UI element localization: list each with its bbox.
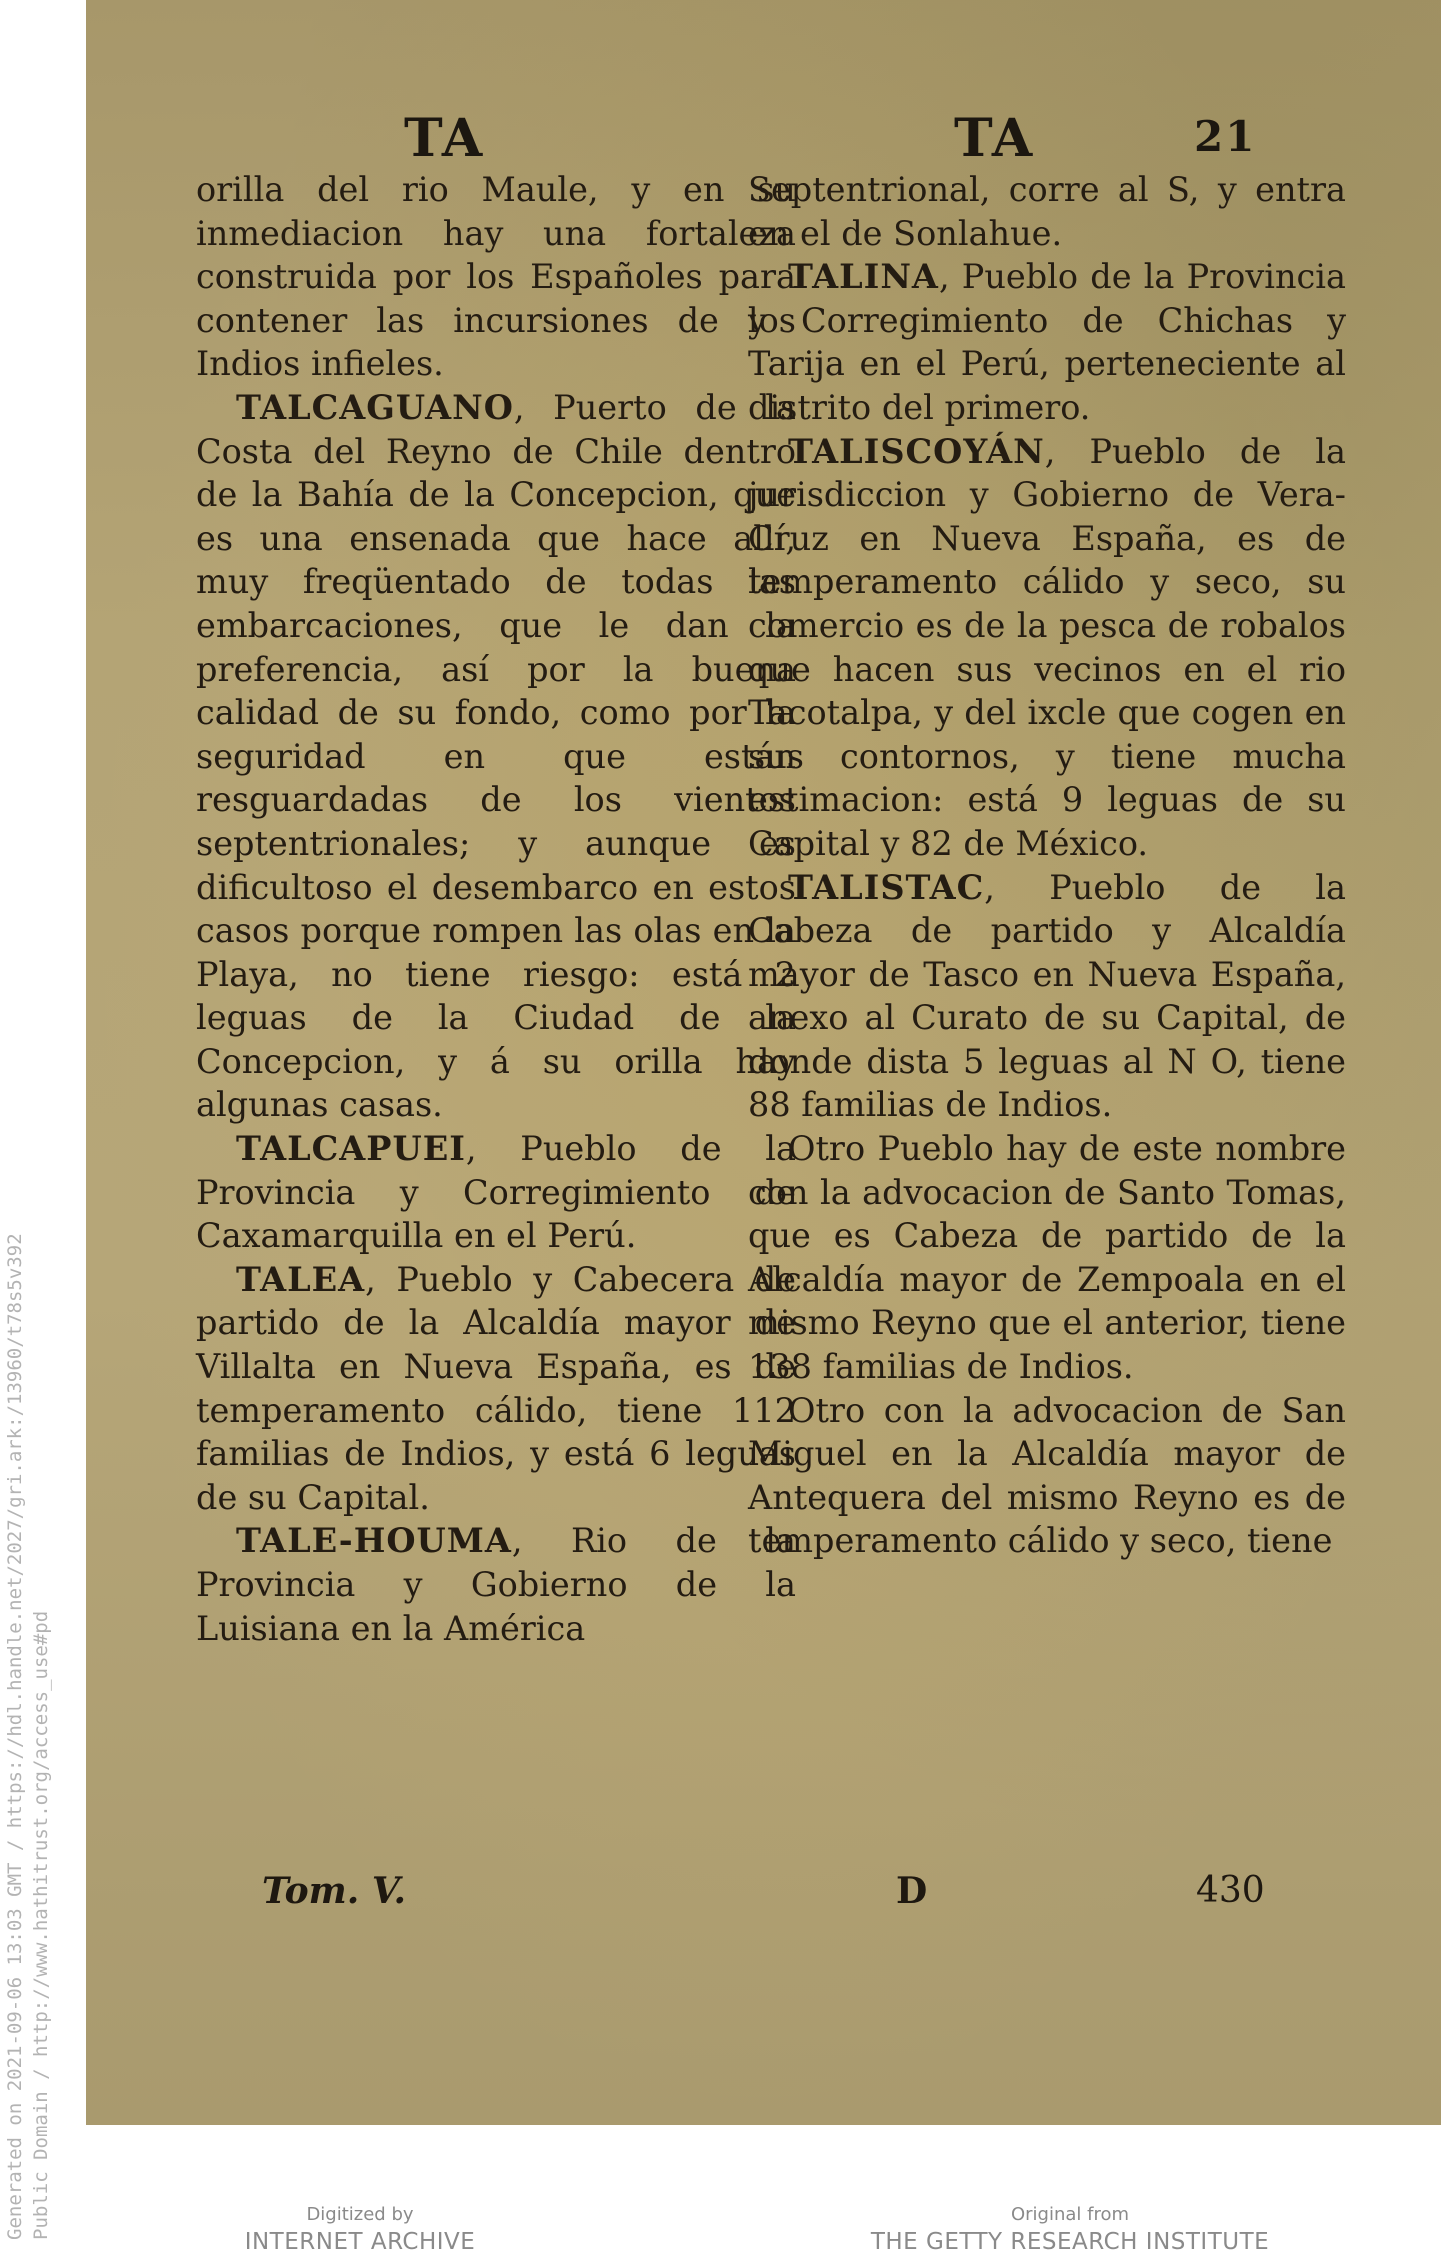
entry-text: , Pueblo de la jurisdiccion y Gobierno de Vera-Cruz en Nueva España, es de temperamento cálido y seco, su comercio es de la pesca de robalos que hacen sus vecinos en el rio Tacotalpa, y del ixcle que cogen en sus contornos, y tiene mucha estimacion: está 9 leguas de su Capital y 82 de México. (748, 431, 1346, 863)
running-head-left: TA (404, 108, 485, 169)
dictionary-entry (748, 866, 1346, 1128)
entry-headword: TALCAPUEI (236, 1129, 466, 1169)
original-from-credit (860, 2203, 1280, 2257)
entry-text: , Pueblo de la Cabeza de partido y Alcaldía mayor de Tasco en Nueva España, anexo al Curato de su Capital, de donde dista 5 leguas al N O, tiene 88 familias de Indios. (748, 867, 1346, 1125)
running-head-center: TA (954, 108, 1035, 169)
entry-headword: TALE-HOUMA (236, 1521, 512, 1561)
entry-text: orilla del rio Maule, y en su inmediacion hay una fortaleza construida por los Españoles para contener las incursiones de los Indios infieles. (196, 170, 796, 384)
dictionary-entry (748, 430, 1346, 866)
volume-mark: Tom. V. (262, 1870, 406, 1912)
dictionary-entry (748, 1389, 1346, 1563)
scanned-book-page (86, 0, 1441, 2125)
signature-mark: D (896, 1870, 928, 1912)
dictionary-entry (196, 1127, 796, 1258)
dictionary-entry (196, 386, 796, 1127)
continued-text (196, 168, 796, 386)
digitizer-name: INTERNET ARCHIVE (244, 2229, 476, 2255)
entry-text: , Puerto de la Costa del Reyno de Chile dentro de la Bahía de la Concepcion, que es una ensenada que hace allí, muy freqüentado de todas las embarcaciones, que le dan la preferencia, así por la buena calidad de su fondo, como por la seguridad en que están resguardadas de los vientos septentrionales; y aunque es dificultoso el desembarco en estos casos porque rompen las olas en la Playa, no tiene riesgo: está 2 leguas de la Ciudad de la Concepcion, y á su orilla hay algunas casas. (196, 387, 796, 1125)
dictionary-entry (748, 1127, 1346, 1389)
entry-headword: TALEA (236, 1259, 366, 1299)
entry-headword: TALCAGUANO (236, 387, 514, 427)
entry-headword: TALINA (788, 257, 939, 297)
original-label: Original from (1010, 2204, 1130, 2225)
entry-headword: TALISCOYÁN (788, 431, 1045, 471)
page-number: 21 (1194, 112, 1257, 161)
dictionary-entry (196, 1258, 796, 1520)
left-text-column (196, 168, 796, 1650)
original-institution: THE GETTY RESEARCH INSTITUTE (870, 2229, 1270, 2255)
entry-headword: TALISTAC (788, 867, 985, 907)
entry-text: , Rio de la Provincia y Gobierno de la Luisiana en la América (196, 1521, 796, 1648)
entry-text: Otro con la advocacion de San Miguel en la Alcaldía mayor de Antequera del mismo Reyno es de temperamento cálido y seco, tiene (748, 1390, 1346, 1561)
right-text-column (748, 168, 1346, 1563)
entry-text: , Pueblo de la Provincia y Corregimiento de Chichas y Tarija en el Perú, perteneciente al distrito del primero. (748, 257, 1346, 427)
entry-text: Septentrional, corre al S, y entra en el de Sonlahue. (748, 170, 1346, 253)
digitized-by-credit (170, 2203, 550, 2257)
catchword-number: 430 (1196, 1870, 1265, 1911)
dictionary-entry (196, 1519, 796, 1650)
hathitrust-watermark (4, 1110, 78, 2240)
entry-text: , Pueblo de la Provincia y Corregimiento de Caxamarquilla en el Perú. (196, 1129, 796, 1256)
entry-text: , Pueblo y Cabecera de partido de la Alcaldía mayor de Villalta en Nueva España, es de temperamento cálido, tiene 112 familias de Indios, y está 6 leguas de su Capital. (196, 1259, 796, 1517)
watermark-generated-line: Generated on 2021-09-06 13:03 GMT / https://hdl.handle.net/2027/gri.ark:/13960/t78s5v392 (4, 1233, 26, 2240)
watermark-rights-line: Public Domain / http://www.hathitrust.org/access_use#pd (30, 1610, 52, 2240)
continued-text (748, 168, 1346, 255)
dictionary-entry (748, 255, 1346, 429)
digitized-label: Digitized by (306, 2204, 414, 2225)
entry-text: Otro Pueblo hay de este nombre con la advocacion de Santo Tomas, que es Cabeza de partido de la Alcaldía mayor de Zempoala en el mismo Reyno que el anterior, tiene 138 familias de Indios. (748, 1129, 1346, 1387)
